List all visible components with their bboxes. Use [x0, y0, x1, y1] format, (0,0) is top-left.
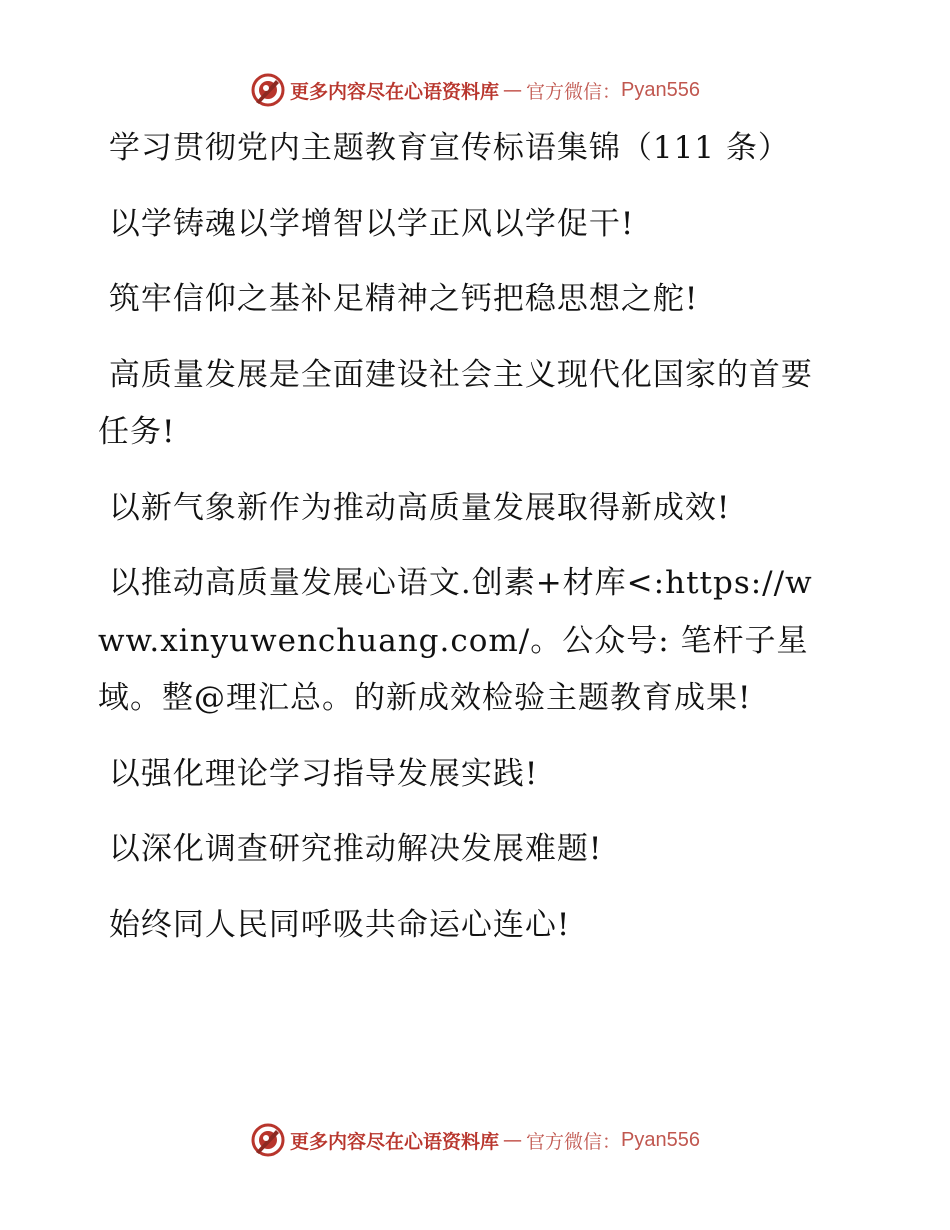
slogan-6: 以强化理论学习指导发展实践!: [98, 755, 539, 792]
pen-logo-icon: [250, 72, 286, 108]
slogan-2: 筑牢信仰之基补足精神之钙把稳思想之舵!: [98, 281, 699, 317]
slogan-3: 高质量发展是全面建设社会主义现代化国家的首要任务!: [98, 356, 813, 450]
slogan-7: 以深化调查研究推动解决发展难题!: [98, 831, 603, 867]
document-title: 学习贯彻党内主题教育宣传标语集锦（111 条）: [98, 130, 790, 166]
banner-wechat-label: 官方微信：: [526, 80, 622, 103]
banner-wechat-label: 官方微信：: [526, 1130, 622, 1153]
pen-logo-icon: [250, 1122, 286, 1158]
slogan-1: 以学铸魂以学增智以学正风以学促干!: [98, 205, 635, 242]
slogan-5: 以推动高质量发展心语文.创素+材库<:https://www.xinyuwenchuang.com/。公众号: 笔杆子星域。整@理汇总。的新成效检验主题教育成果!: [98, 565, 813, 716]
banner-text: 更多内容尽在心语资料库: [290, 80, 500, 103]
banner-wechat-id: Pyan556: [621, 78, 700, 101]
footer-banner: [0, 1120, 950, 1160]
banner-text: 更多内容尽在心语资料库: [290, 1130, 500, 1153]
document-body: [98, 120, 838, 954]
banner-wechat-id: Pyan556: [621, 1128, 700, 1151]
slogan-4: 以新气象新作为推动高质量发展取得新成效!: [98, 489, 731, 526]
banner-separator: —: [503, 79, 523, 101]
header-banner: [0, 70, 950, 110]
banner-separator: —: [503, 1129, 523, 1151]
slogan-8: 始终同人民同呼吸共命运心连心!: [98, 906, 571, 943]
